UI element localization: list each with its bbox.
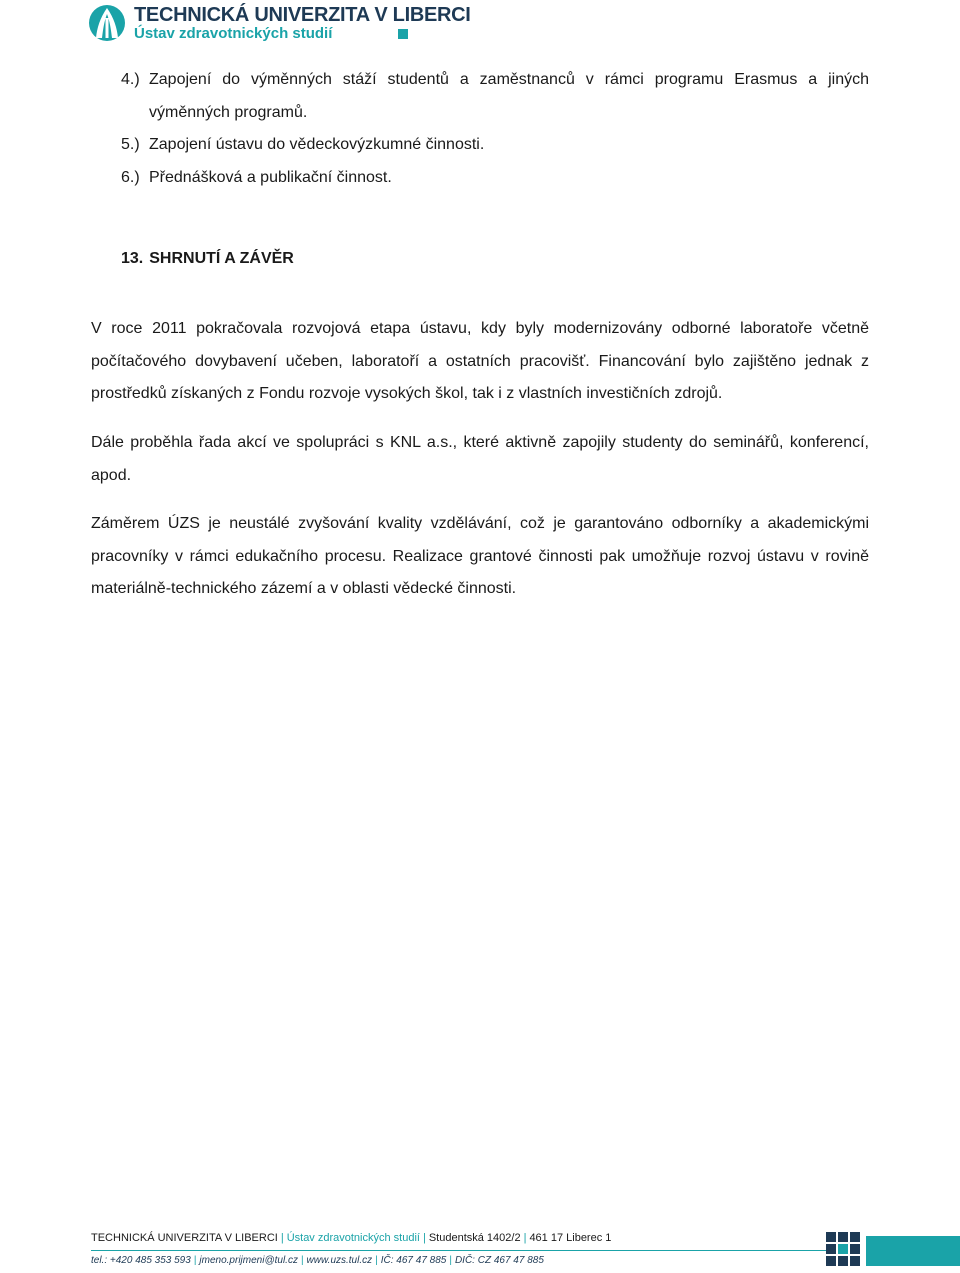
list-item: [121, 129, 869, 162]
footer-ic: IČ: 467 47 885: [380, 1255, 447, 1266]
paragraph: V roce 2011 pokračovala rozvojová etapa ústavu, kdy byly modernizovány odborné laboratoře včetně počítačového dovybavení učeben, laboratoří a ostatních pracovišť. Financování bylo zajištěno jednak z prostředků získaných z Fondu rozvoje vysokých škol, tak i z vlastních investičních zdrojů.: [91, 320, 869, 402]
footer-institute: Ústav zdravotnických studií: [286, 1232, 420, 1244]
list-item-text: Přednášková a publikační činnost.: [149, 169, 392, 186]
section-title: SHRNUTÍ A ZÁVĚR: [149, 250, 294, 267]
paragraph: Dále proběhla řada akcí ve spolupráci s KNL a.s., které aktivně zapojily studenty do seminářů, konferencí, apod.: [91, 434, 869, 484]
institute-name: Ústav zdravotnických studií: [134, 25, 333, 42]
footer-tel: tel.: +420 485 353 593: [91, 1255, 191, 1266]
footer-address: TECHNICKÁ UNIVERZITA V LIBERCI | Ústav zdravotnických studií | Studentská 1402/2 | 461 17 Liberec 1: [91, 1232, 612, 1244]
list-item-text: Zapojení do výměnných stáží studentů a zaměstnanců v rámci programu Erasmus a jiných výměnných programů.: [149, 71, 869, 121]
tul-grid-logo-icon: [826, 1232, 860, 1266]
footer-teal-block: [866, 1236, 960, 1266]
section-heading: [121, 244, 294, 274]
footer-web: www.uzs.tul.cz: [306, 1255, 373, 1266]
footer-street: Studentská 1402/2: [428, 1232, 521, 1244]
list-item-number: 6.): [121, 169, 140, 186]
footer-dic: DIČ: CZ 467 47 885: [454, 1255, 544, 1266]
list-item: [121, 64, 869, 129]
tul-arch-emblem-icon: [88, 4, 126, 42]
footer-divider: [91, 1250, 826, 1251]
list-item-text: Zapojení ústavu do vědeckovýzkumné činnosti.: [149, 136, 485, 153]
footer-city: 461 17 Liberec 1: [529, 1232, 612, 1244]
list-item-number: 5.): [121, 136, 140, 153]
footer-university: TECHNICKÁ UNIVERZITA V LIBERCI: [91, 1232, 278, 1244]
paragraph: Záměrem ÚZS je neustálé zvyšování kvality vzdělávání, což je garantováno odborníky a akademickými pracovníky v rámci edukačního procesu. Realizace grantové činnosti pak umožňuje rozvoj ústavu v rovině materiálně-technického zázemí a v oblasti vědecké činnosti.: [91, 515, 869, 597]
list-item-number: 4.): [121, 71, 140, 88]
university-name: TECHNICKÁ UNIVERZITA V LIBERCI: [134, 4, 471, 26]
footer-email: jmeno.prijmeni@tul.cz: [199, 1255, 298, 1266]
section-number: 13.: [121, 250, 144, 267]
list-item: [121, 162, 869, 195]
brand-square: [398, 29, 408, 39]
footer-contacts: tel.: +420 485 353 593 | jmeno.prijmeni@tul.cz | www.uzs.tul.cz | IČ: 467 47 885 | DIČ: CZ 467 47 885: [91, 1255, 544, 1266]
